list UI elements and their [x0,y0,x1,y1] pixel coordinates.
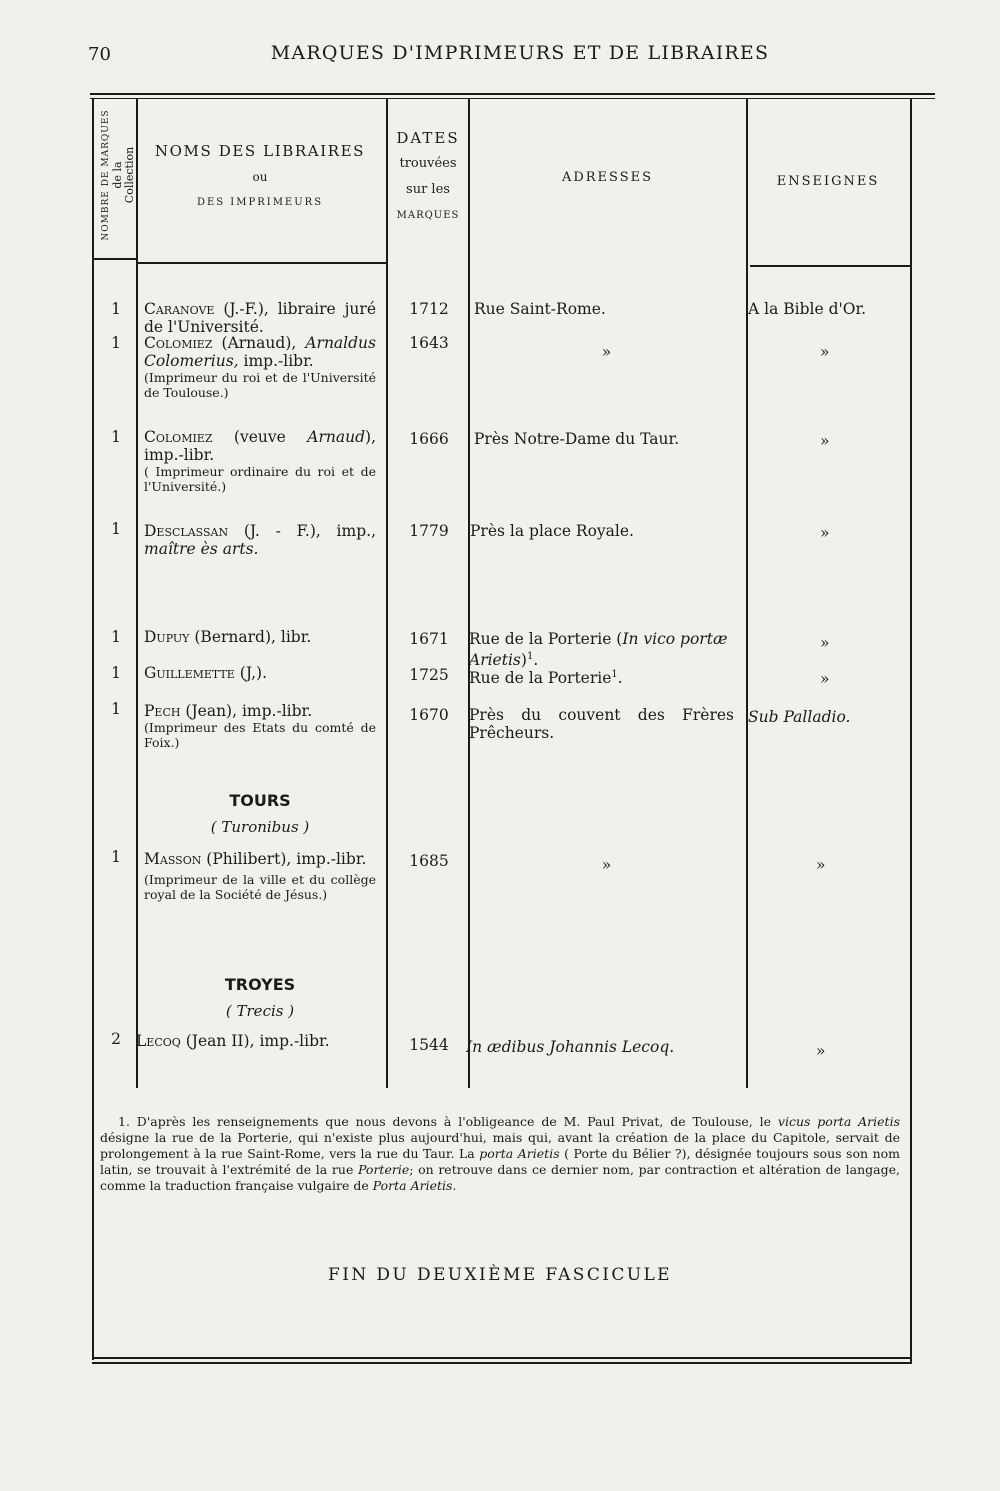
col-line-2 [386,98,388,1088]
name-surname: Colomiez [144,334,213,352]
row-address: In ædibus Johannis Lecoq. [466,1038,675,1056]
name-surname: Guillemette [144,664,235,682]
row-name [144,334,376,400]
name-rest: (veuve [212,428,308,446]
name-latin: maître ès arts. [144,540,259,558]
row-sign: » [820,634,830,652]
row-date: 1725 [409,666,449,684]
name-latin: Arnaldus Colomerius, [144,334,376,370]
col-line-right [910,98,912,1363]
row-address: Près la place Royale. [470,522,634,540]
row-name [136,1032,368,1050]
header-dates [388,125,468,229]
address-text: Rue de la Porterie [469,669,612,688]
bottom-rule-1 [92,1357,912,1359]
row-note: (Imprimeur de la ville et du collège royal de la Société de Jésus.) [144,872,376,902]
row-name [144,428,376,494]
running-head: MARQUES D'IMPRIMEURS ET DE LIBRAIRES [270,42,770,64]
address-end: . [533,651,539,670]
header-rule-2 [138,262,386,264]
row-count: 1 [111,664,121,682]
header-count-line2: de la [111,161,124,189]
row-date: 1643 [409,334,449,352]
row-name [144,702,376,750]
row-sign: » [820,670,830,688]
name-tail: ), imp.-libr. [144,428,376,464]
row-name [144,522,376,558]
name-surname: Desclassan [144,522,229,540]
footnote-ref: 1 [526,651,534,662]
name-rest: (J,). [234,664,268,682]
header-names-line1: NOMS DES LIBRAIRES [154,142,366,160]
header-addresses: ADRESSES [561,170,654,185]
name-surname: Colomiez [144,428,213,446]
header-rule-1 [92,258,136,260]
row-address [469,666,744,687]
row-count: 1 [111,428,121,446]
header-rule-5 [750,265,910,267]
name-rest: (Jean), imp.-libr. [180,702,313,720]
row-count: 1 [111,700,121,718]
footnote-latin: Porterie [358,1162,410,1177]
address-end: . [617,669,623,688]
row-note: (Imprimeur du roi et de l'Université de Toulouse.) [144,370,376,400]
name-rest: (J. - F.), imp., [228,522,376,540]
row-address: » [601,856,612,874]
header-count-line1: NOMBRE DE MARQUES [101,109,111,241]
row-sign: » [816,856,826,874]
footnote-latin: Porta Arietis [372,1178,453,1193]
address-latin: In vico portæ Arietis [469,630,728,670]
row-count: 1 [111,334,121,352]
header-dates-line3: sur les [406,182,450,197]
row-date: 1712 [409,300,449,318]
col-line-4 [746,98,748,1088]
header-count [96,100,140,250]
footnote [100,1114,900,1194]
header-count-line3: Collection [123,146,136,204]
row-count: 1 [111,520,121,538]
col-line-left [92,98,94,1360]
row-date: 1779 [409,522,449,540]
row-address: Près du couvent des Frères Prêcheurs. [469,706,734,742]
top-rule-1 [90,93,935,95]
footnote-latin: porta Arietis [479,1146,560,1161]
row-date: 1666 [409,430,449,448]
top-rule-2 [90,98,935,99]
footnote-text: ( Porte du Bélier ?), désignée toujours sous son nom latin, se trouvait à l'extrémité de la rue [100,1146,900,1177]
row-name [144,628,376,646]
header-signs: ENSEIGNES [776,174,880,189]
row-name [144,850,376,902]
row-date: 1671 [409,630,449,648]
footnote-text: 1. D'après les renseignements que nous devons à l'obligeance de M. Paul Privat, de Toulouse, le [118,1114,778,1129]
footnote-text: ; on retrouve dans ce dernier nom, par contraction et altération de langage, comme la traduction française vulgaire de [100,1162,900,1193]
row-name [144,300,376,336]
address-prefix: Rue de la Porterie ( [469,630,623,648]
name-surname: Lecoq [136,1032,181,1050]
name-latin: Arnaud [307,428,366,446]
header-names-line2: ou [252,170,268,184]
section-city-latin: ( Turonibus ) [210,818,310,836]
row-date: 1670 [409,706,449,724]
address-suffix: ) [520,651,527,670]
row-address: » [601,343,612,361]
row-count: 2 [111,1030,121,1048]
row-note: (Imprimeur des Etats du comté de Foix.) [144,720,376,750]
row-address: Près Notre-Dame du Taur. [474,430,680,448]
name-surname: Masson [144,850,202,868]
header-names-line3: DES IMPRIMEURS [196,197,324,208]
name-surname: Caranove [144,300,215,318]
page-number: 70 [88,44,111,65]
header-names [140,138,380,216]
name-tail: imp.-libr. [238,352,314,370]
footnote-text: désigne la rue de la Porterie, qui n'existe plus aujourd'hui, mais qui, avant la création de la place du Capitole, servait de prolongement à la rue Saint-Rome, vers la rue du Taur. La [100,1130,900,1161]
col-line-3 [468,98,470,1088]
row-date: 1544 [409,1036,449,1054]
name-surname: Dupuy [144,628,190,646]
name-rest: (Arnaud), [212,334,306,352]
header-dates-line2: trouvées [399,156,457,171]
row-address [469,630,744,669]
name-surname: Pech [144,702,181,720]
section-city: TOURS [229,791,291,810]
row-count: 1 [111,628,121,646]
footnote-ref: 1 [611,669,618,680]
section-city: TROYES [224,975,296,994]
row-address: Rue Saint-Rome. [474,300,606,318]
row-sign: » [820,343,830,361]
section-city-latin: ( Trecis ) [225,1002,295,1020]
row-sign: » [816,1042,826,1060]
name-rest: (Jean II), imp.-libr. [180,1032,330,1050]
header-dates-line1: DATES [396,129,460,147]
footnote-text: . [452,1178,457,1193]
row-date: 1685 [409,852,449,870]
row-sign: Sub Palladio. [748,708,851,726]
end-of-fascicle: FIN DU DEUXIÈME FASCICULE [328,1265,672,1285]
row-count: 1 [111,848,121,866]
name-rest: (Bernard), libr. [189,628,312,646]
bottom-rule-2 [92,1362,912,1364]
row-note: ( Imprimeur ordinaire du roi et de l'Université.) [144,464,376,494]
row-sign: A la Bible d'Or. [748,300,867,318]
row-sign: » [820,432,830,450]
name-rest: (Philibert), imp.-libr. [201,850,367,868]
footnote-latin: vicus porta Arietis [777,1114,900,1129]
header-dates-line4: MARQUES [396,210,460,221]
name-rest: (J.-F.), libraire juré de l'Université. [144,300,376,336]
row-name [144,664,376,682]
row-count: 1 [111,300,121,318]
row-sign: » [820,524,830,542]
